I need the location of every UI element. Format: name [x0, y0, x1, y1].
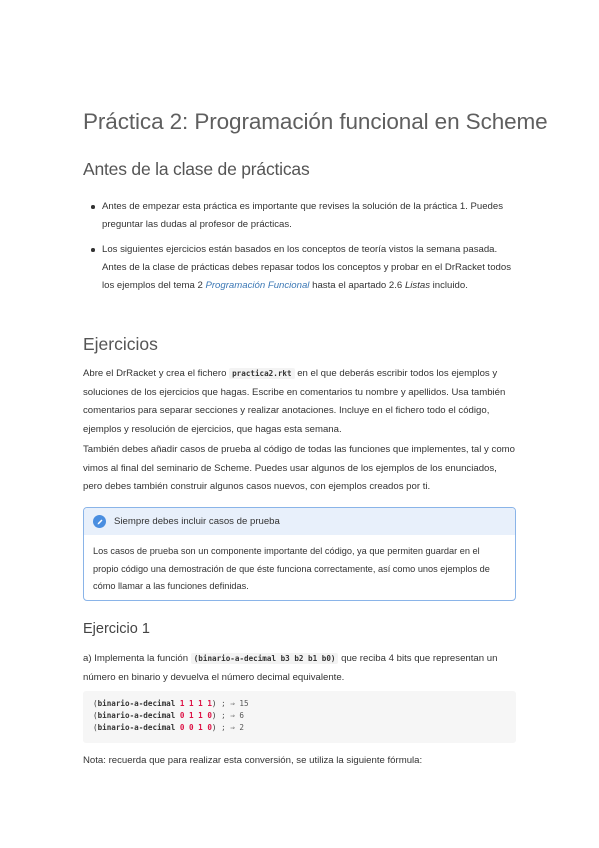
list-item: Los siguientes ejercicios están basados en los conceptos de teoría vistos la semana pasada. Antes de la clase de prácticas debes repasar todos los conceptos y probar en el DrRacket todos los ejemplos del tema 2 Programación Funcional hasta el apartado 2.6 Listas incluido.: [83, 241, 516, 295]
exercise-heading: Ejercicio 1: [83, 621, 150, 637]
code-example-block: [83, 691, 516, 743]
pencil-icon: [93, 515, 106, 528]
code-line: (binario-a-decimal 1 1 1 1) ; ⇒ 15: [93, 699, 249, 708]
exercise-intro: a) Implementa la función (binario-a-decimal b3 b2 b1 b0) que reciba 4 bits que representan un número en binario y devuelva el número decimal equivalente.: [83, 653, 498, 683]
info-callout: [83, 507, 516, 601]
section-heading-antes: Antes de la clase de prácticas: [83, 159, 310, 179]
paragraph-test-cases: También debes añadir casos de prueba al código de todas las funciones que implementes, tal y como vimos al final del seminario de Scheme. Puedes usar algunos de los ejemplos de los enunciados, pero debes también construir algunos casos nuevos, con ejemplos creados por ti.: [83, 444, 515, 492]
callout-body: Los casos de prueba son un componente importante del código, ya que permiten guardar en el propio código una demostración de que éste funciona correctamente, así como unos ejemplos de cómo llamar a las funciones definidas.: [93, 546, 490, 591]
programacion-funcional-link[interactable]: Programación Funcional: [205, 280, 310, 291]
callout-title: Siempre debes incluir casos de prueba: [114, 516, 280, 527]
callout-header: [84, 508, 515, 535]
code-line: (binario-a-decimal 0 1 1 0) ; ⇒ 6: [93, 711, 244, 720]
paragraph-intro: Abre el DrRacket y crea el fichero practica2.rkt en el que deberás escribir todos los ejemplos y soluciones de los ejercicios que hagas. Escribe en comentarios tu nombre y apellidos. Usa también comentarios para separar secciones y realizar anotaciones. Incluye en el fichero todo el código, ejemplos y resolución de ejercicios, que hagas esta semana.: [83, 368, 506, 435]
prerequisites-list: [83, 198, 516, 302]
filename-code: practica2.rkt: [229, 368, 294, 379]
section-heading-ejercicios: Ejercicios: [83, 334, 158, 354]
page-title: Práctica 2: Programación funcional en Scheme: [83, 109, 548, 134]
function-signature-code: (binario-a-decimal b3 b2 b1 b0): [191, 653, 339, 664]
code-line: (binario-a-decimal 0 0 1 0) ; ⇒ 2: [93, 723, 244, 732]
list-item: Antes de empezar esta práctica es importante que revises la solución de la práctica 1. Puedes preguntar las dudas al profesor de prácticas.: [83, 198, 516, 234]
exercise-note: Nota: recuerda que para realizar esta conversión, se utiliza la siguiente fórmula:: [83, 755, 423, 766]
